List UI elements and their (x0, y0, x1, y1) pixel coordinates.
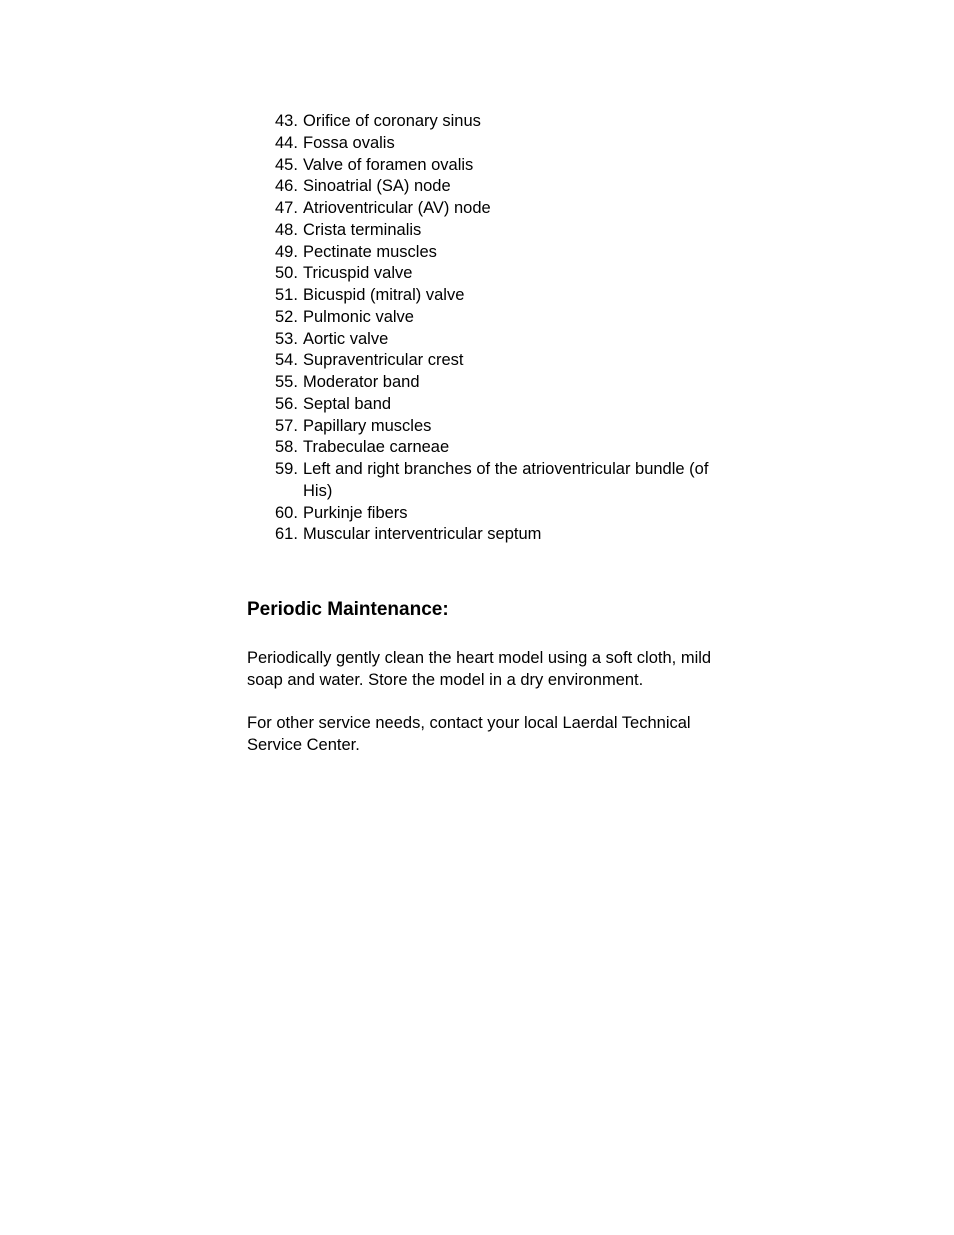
item-label: Muscular interventricular septum (303, 525, 542, 544)
item-label: Valve of foramen ovalis (303, 155, 474, 174)
item-number: 54. (275, 351, 298, 370)
parts-list (275, 111, 735, 546)
list-item (275, 350, 735, 372)
item-number: 47. (275, 199, 298, 217)
item-label: Tricuspid valve (303, 264, 413, 283)
item-label: Septal band (303, 394, 392, 413)
item-number: 53. (275, 329, 298, 348)
section-heading: Periodic Maintenance: (247, 599, 449, 620)
list-item (275, 459, 735, 503)
list-item (275, 307, 735, 329)
list-item (275, 437, 735, 459)
item-label: Moderator band (303, 373, 420, 391)
item-number: 46. (275, 177, 298, 196)
item-number: 57. (275, 416, 298, 435)
item-number: 60. (275, 503, 298, 522)
item-label: Purkinje fibers (303, 503, 408, 522)
list-item (275, 220, 735, 242)
list-item (275, 416, 735, 438)
list-item (275, 111, 735, 133)
list-item (275, 372, 735, 394)
item-number: 49. (275, 242, 298, 261)
item-number: 61. (275, 525, 298, 544)
list-item (275, 155, 735, 177)
item-label: Orifice of coronary sinus (303, 112, 481, 130)
list-item (275, 198, 735, 220)
item-label: Atrioventricular (AV) node (303, 199, 491, 217)
item-label: Trabeculae carneae (303, 438, 450, 457)
list-item (275, 242, 735, 264)
item-number: 45. (275, 155, 298, 174)
service-paragraph: For other service needs, contact your local Laerdal Technical Service Center. (247, 714, 691, 754)
item-label: Supraventricular crest (303, 351, 464, 370)
item-label: Crista terminalis (303, 220, 422, 239)
item-number: 52. (275, 307, 298, 326)
item-number: 58. (275, 438, 298, 457)
item-number: 48. (275, 220, 298, 239)
list-item (275, 133, 735, 155)
item-label: Papillary muscles (303, 416, 432, 435)
list-item (275, 329, 735, 351)
item-number: 51. (275, 286, 298, 304)
list-item (275, 176, 735, 198)
item-label: Pectinate muscles (303, 242, 437, 261)
item-label: Aortic valve (303, 329, 389, 348)
list-item (275, 285, 735, 307)
list-item (275, 524, 735, 546)
list-item (275, 263, 735, 285)
item-label: Pulmonic valve (303, 307, 414, 326)
item-label: Left and right branches of the atrioventricular bundle (of His) (303, 460, 709, 500)
item-number: 56. (275, 394, 298, 413)
item-label: Fossa ovalis (303, 133, 395, 152)
item-number: 59. (275, 460, 298, 478)
list-item (275, 394, 735, 416)
item-number: 55. (275, 373, 298, 391)
list-item (275, 503, 735, 525)
maintenance-paragraph: Periodically gently clean the heart model using a soft cloth, mild soap and water. Store the model in a dry environment. (247, 649, 712, 689)
item-label: Sinoatrial (SA) node (303, 177, 451, 196)
item-number: 50. (275, 264, 298, 283)
item-number: 43. (275, 112, 298, 130)
item-label: Bicuspid (mitral) valve (303, 286, 465, 304)
item-number: 44. (275, 133, 298, 152)
